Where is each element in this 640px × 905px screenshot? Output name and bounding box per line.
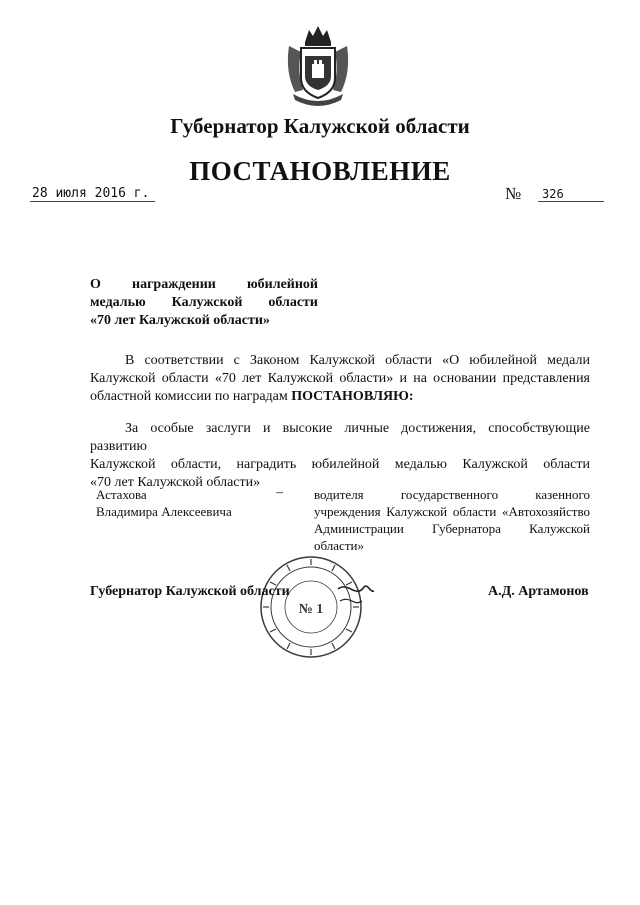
seal-number: № 1 <box>298 602 324 617</box>
awardee-given-names: Владимира Алексеевича <box>96 504 232 519</box>
paragraph-line: За особые заслуги и высокие личные достижения, способствующие развитию <box>90 421 590 454</box>
position-line: учреждения Калужской области «Автохозяйство <box>314 504 590 519</box>
position-line: Администрации Губернатора Калужской <box>314 521 590 536</box>
kaluga-coat-of-arms-icon <box>283 22 353 110</box>
document-number: 326 <box>538 187 604 202</box>
position-line: водителя государственного казенного <box>314 487 590 502</box>
subject-line: медалью Калужской области <box>90 295 318 310</box>
subject-line: О награждении юбилейной <box>90 277 318 292</box>
awardee-dash: – <box>276 485 283 500</box>
awardee-surname: Астахова <box>96 487 147 502</box>
paragraph-line: «70 лет Калужской области» <box>90 475 261 490</box>
subject-line: «70 лет Калужской области» <box>90 313 270 328</box>
government-title: Губернатор Калужской области <box>170 114 470 138</box>
position-line: области» <box>314 538 364 553</box>
paragraph-line: Калужской области «70 лет Калужской области» и на основании представления <box>90 371 590 386</box>
document-type: ПОСТАНОВЛЕНИЕ <box>189 156 451 186</box>
paragraph-line: В соответствии с Законом Калужской области «О юбилейной медали <box>125 353 590 368</box>
awardee-name <box>96 486 276 520</box>
award-paragraph <box>90 420 590 492</box>
resolve-keyword: ПОСТАНОВЛЯЮ: <box>291 389 414 404</box>
number-sign: № <box>505 184 522 203</box>
preamble-paragraph <box>90 352 590 406</box>
signatory-title: Губернатор Калужской области <box>90 584 290 599</box>
signatory-name: А.Д. Артамонов <box>488 584 589 599</box>
paragraph-text: областной комиссии по наградам <box>90 389 292 404</box>
document-subject <box>90 276 318 330</box>
paragraph-line: Калужской области, наградить юбилейной медалью Калужской области <box>90 457 590 472</box>
document-date: 28 июля 2016 г. <box>30 186 155 202</box>
paragraph-line <box>90 388 590 406</box>
